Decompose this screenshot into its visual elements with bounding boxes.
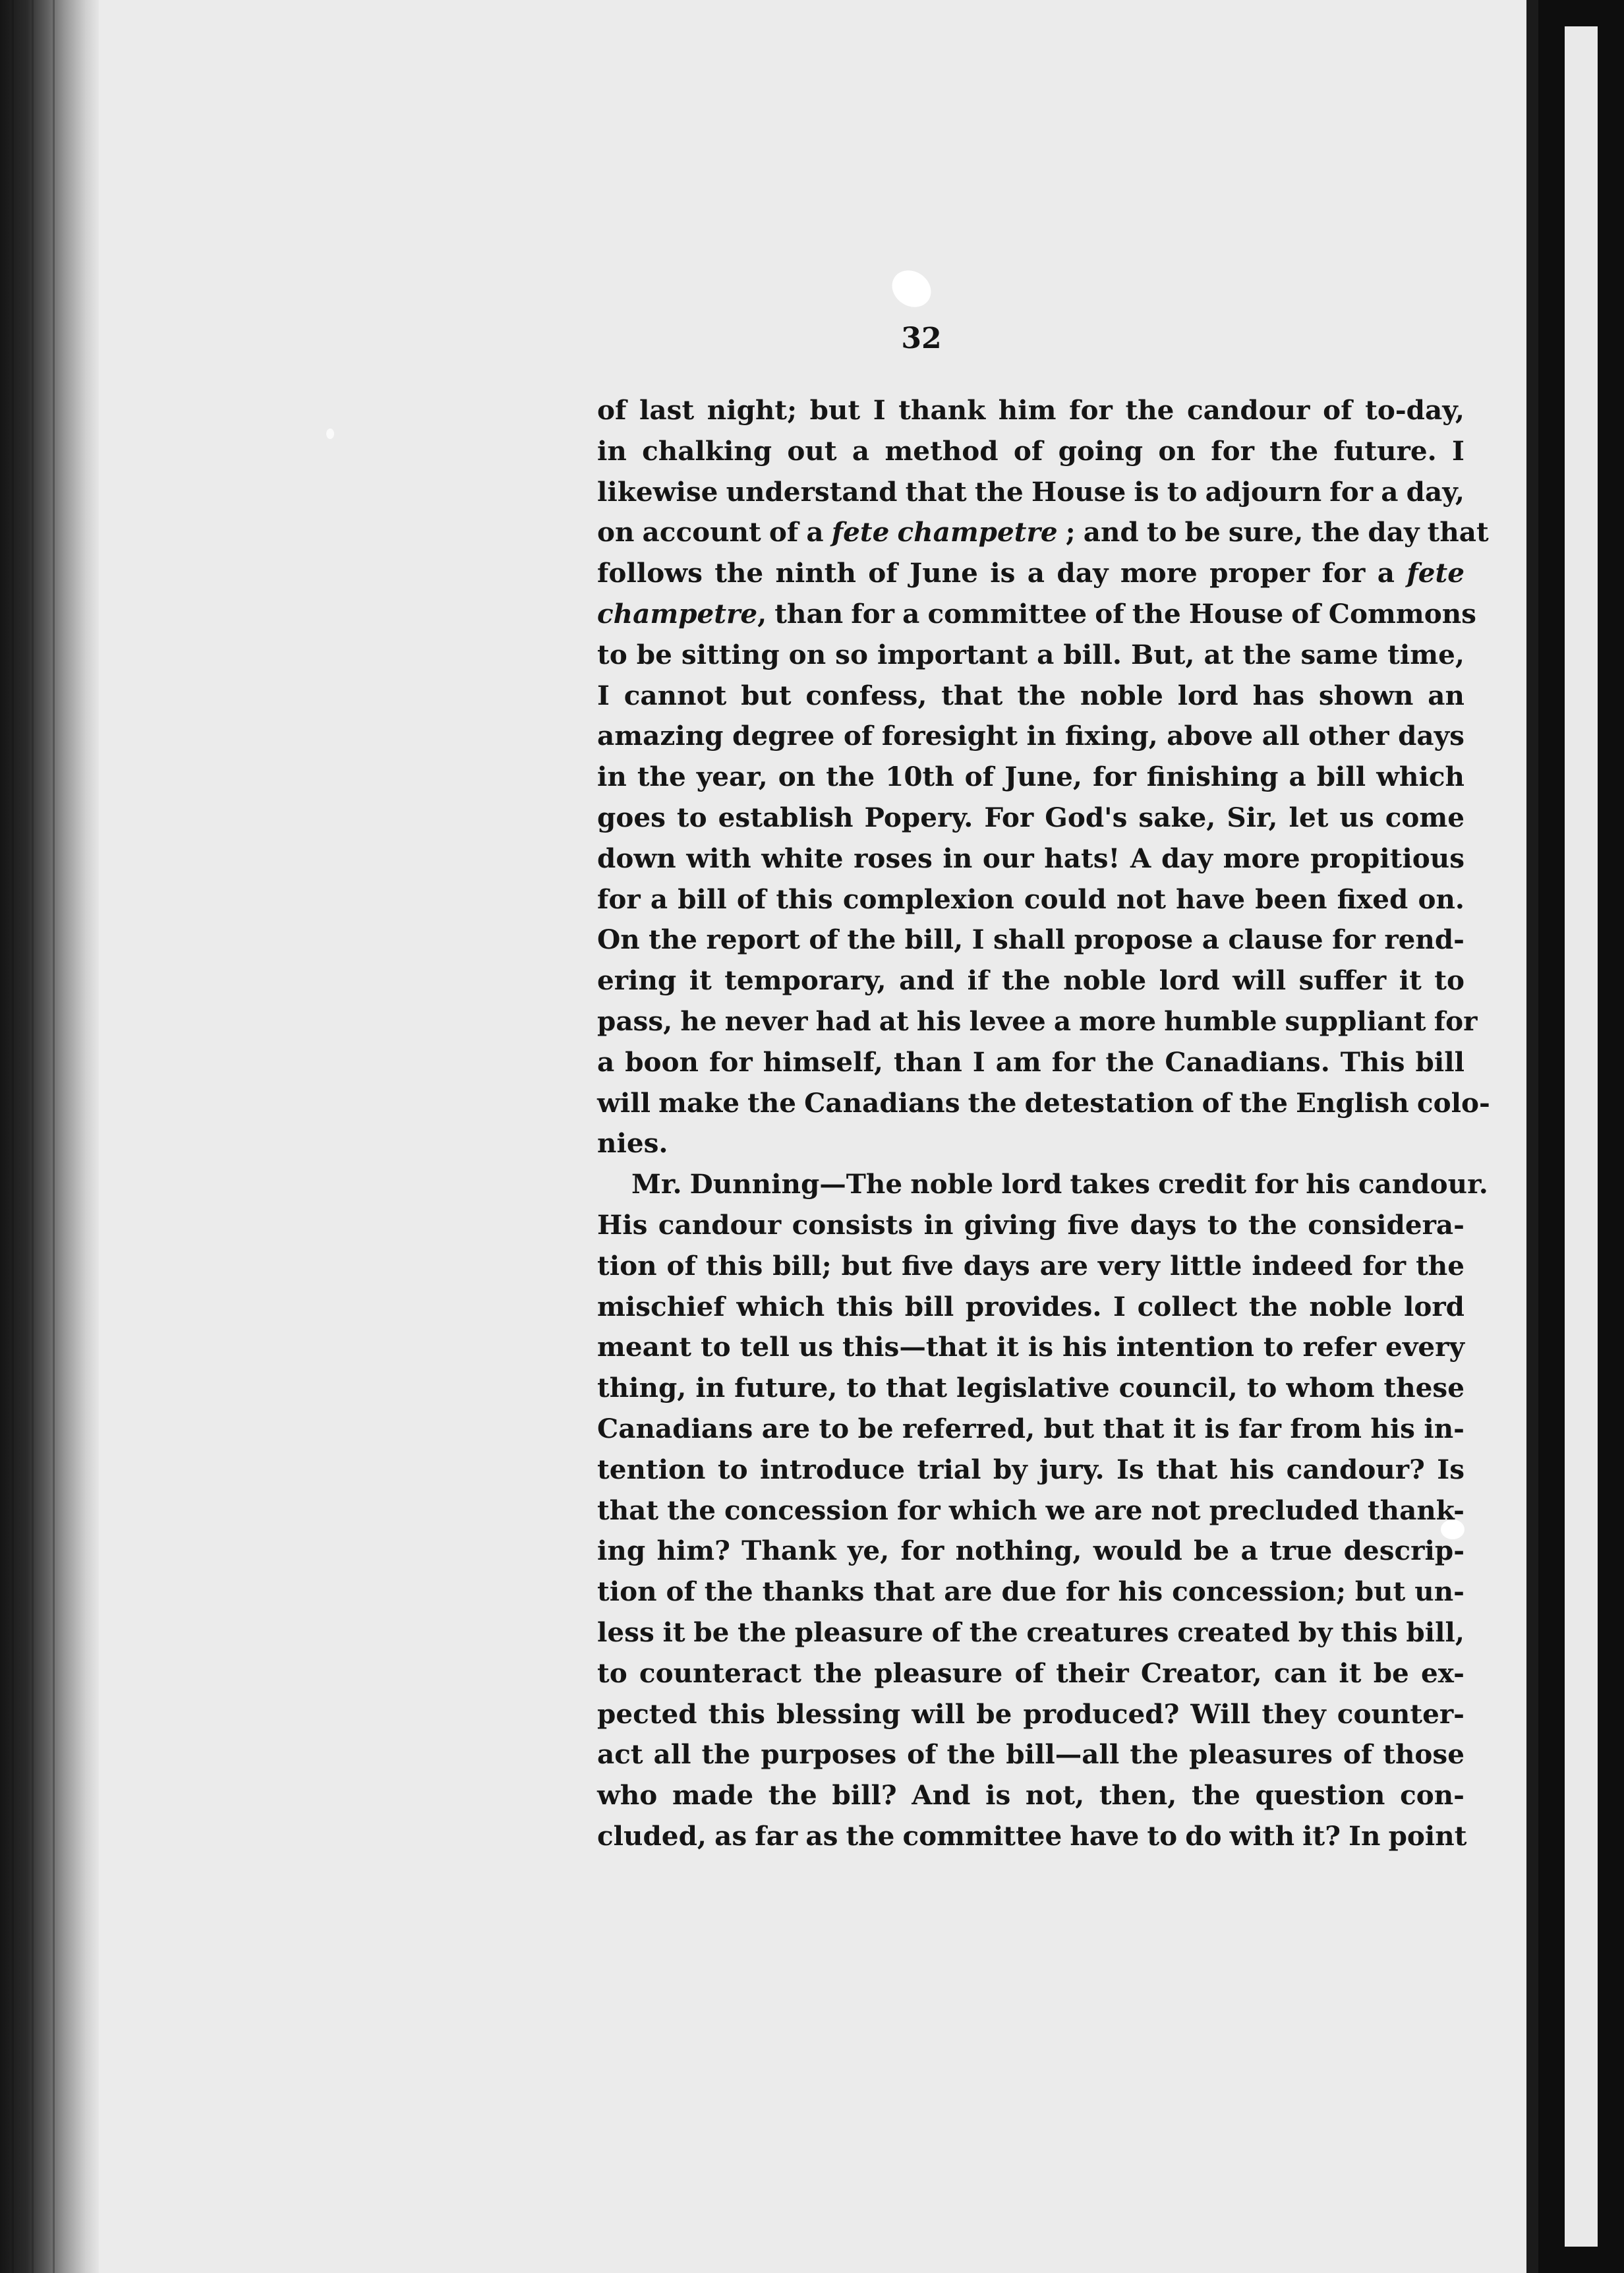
- scanned-page: [99, 0, 1538, 2273]
- text-line: meant to tell us this—that it is his intention to refer every: [597, 1331, 1464, 1363]
- text-line: cluded, as far as the committee have to do with it? In point: [597, 1819, 1467, 1852]
- text-line: On the report of the bill, I shall propose a clause for rend-: [597, 924, 1464, 956]
- text-line: act all the purposes of the bill—all the pleasures of those: [597, 1738, 1464, 1771]
- text-line: who made the bill? And is not, then, the question con-: [597, 1779, 1464, 1812]
- scan-speck: [326, 428, 334, 439]
- text-line: ering it temporary, and if the noble lord will suffer it to: [597, 964, 1464, 997]
- text-line: down with white roses in our hats! A day more propitious: [597, 842, 1464, 874]
- text-line: [597, 553, 1464, 594]
- italic-term: fete champetre: [831, 516, 1058, 548]
- scan-frame-inner: [1565, 26, 1598, 2247]
- text-line: tention to introduce trial by jury. Is that his candour? Is: [597, 1453, 1464, 1485]
- text-line: nies.: [597, 1127, 668, 1160]
- scan-frame-edge: [1538, 0, 1624, 2273]
- text-line: to counteract the pleasure of their Creator, can it be ex-: [597, 1657, 1464, 1689]
- text-line: ing him? Thank ye, for nothing, would be a true descrip-: [597, 1535, 1464, 1567]
- text-line: pass, he never had at his levee a more humble suppliant for: [597, 1005, 1478, 1037]
- text-line: likewise understand that the House is to adjourn for a day,: [597, 475, 1464, 508]
- text-line: mischief which this bill provides. I collect the noble lord: [597, 1290, 1464, 1322]
- text-segment: follows the ninth of June is a day more proper for a: [597, 557, 1407, 589]
- text-line: of last night; but I thank him for the candour of to-day,: [597, 394, 1464, 426]
- text-line: pected this blessing will be produced? Will they counter-: [597, 1697, 1464, 1730]
- text-line: amazing degree of foresight in fixing, above all other days: [597, 720, 1464, 752]
- text-segment: , than for a committee of the House of Commons: [757, 597, 1476, 630]
- text-line: I cannot but confess, that the noble lord has shown an: [597, 679, 1464, 711]
- spine-fold-line: [53, 0, 55, 2273]
- text-line: tion of this bill; but five days are very little indeed for the: [597, 1249, 1464, 1282]
- text-line: less it be the pleasure of the creatures created by this bill,: [597, 1616, 1464, 1648]
- text-line: His candour consists in giving five days to the considera-: [597, 1208, 1464, 1241]
- page-number: 32: [901, 322, 942, 355]
- text-line: goes to establish Popery. For God's sake, Sir, let us come: [597, 801, 1464, 833]
- text-line: that the concession for which we are not precluded thank-: [597, 1494, 1464, 1526]
- text-line: tion of the thanks that are due for his concession; but un-: [597, 1576, 1464, 1608]
- text-line: will make the Canadians the detestation of the English colo-: [597, 1086, 1490, 1119]
- text-line: for a bill of this complexion could not have been fixed on.: [597, 883, 1464, 915]
- text-line: [597, 512, 1489, 553]
- text-line: thing, in future, to that legislative council, to whom these: [597, 1372, 1464, 1404]
- text-segment: ; and to be sure, the day that: [1057, 516, 1489, 548]
- text-segment: on account of a: [597, 516, 832, 548]
- italic-term: fete: [1406, 557, 1464, 589]
- book-spine-edge: [0, 0, 99, 2273]
- text-line: Canadians are to be referred, but that it is far from his in-: [597, 1412, 1464, 1444]
- body-text: [597, 390, 1490, 1857]
- italic-term: champetre: [597, 597, 758, 630]
- spine-fold-line: [32, 0, 34, 2273]
- text-line: Mr. Dunning—The noble lord takes credit for his candour.: [631, 1168, 1488, 1200]
- text-line: in chalking out a method of going on for the future. I: [597, 434, 1464, 467]
- text-line: in the year, on the 10th of June, for finishing a bill which: [597, 761, 1464, 793]
- scan-speck: [885, 263, 939, 314]
- text-line: [597, 594, 1476, 635]
- text-line: a boon for himself, than I am for the Canadians. This bill: [597, 1046, 1464, 1078]
- text-line: to be sitting on so important a bill. But, at the same time,: [597, 638, 1464, 670]
- spine-fold-line: [12, 0, 14, 2273]
